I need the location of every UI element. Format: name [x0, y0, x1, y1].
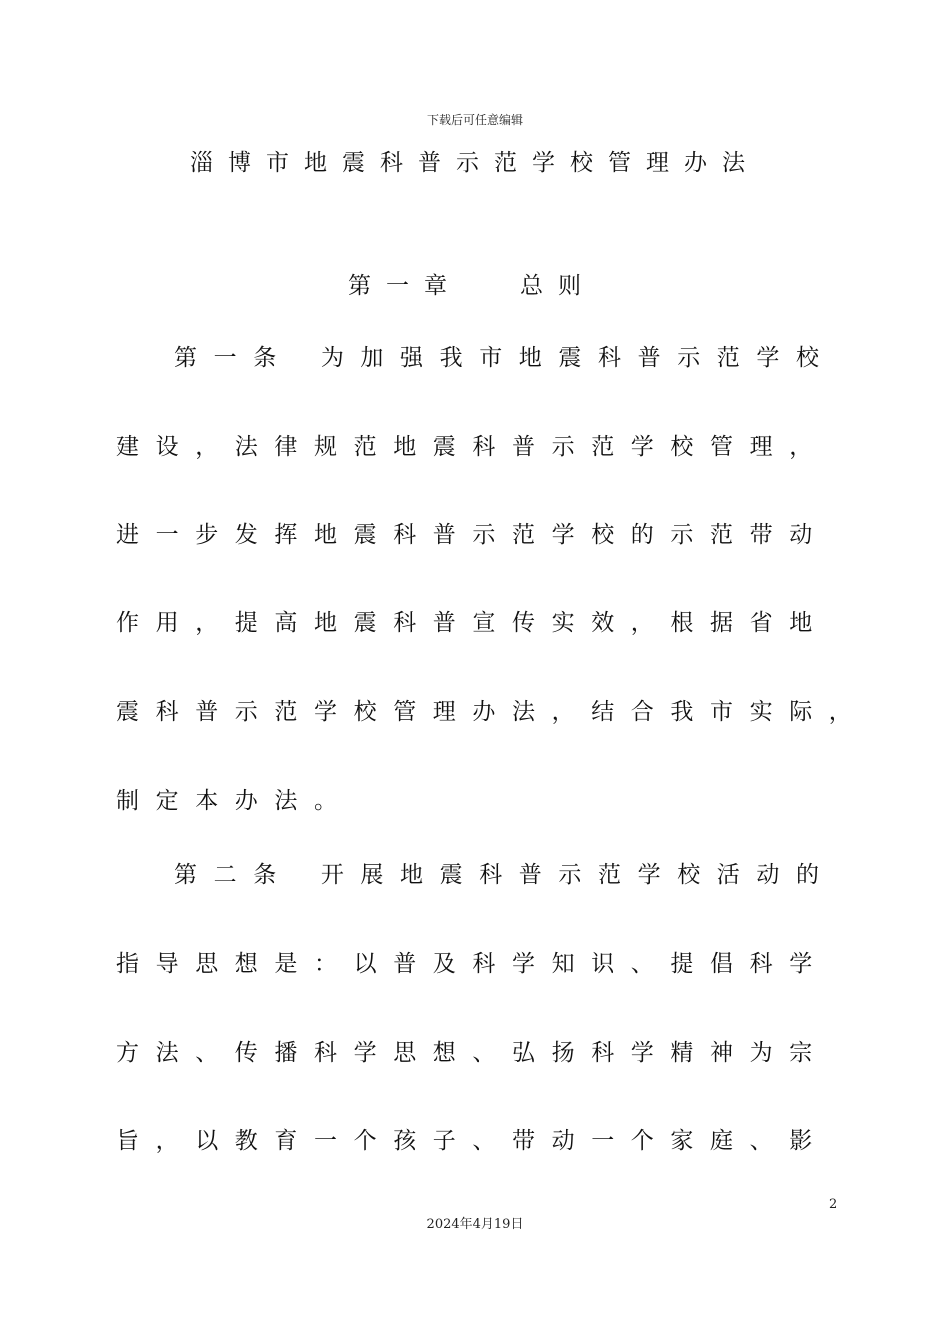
paragraph-line: 旨，以教育一个孩子、带动一个家庭、影 [116, 1128, 829, 1154]
document-title: 淄博市地震科普示范学校管理办法 [190, 150, 760, 176]
paragraph-line: 为加强我市地震科普示范学校 [320, 345, 836, 371]
paragraph-line: 震科普示范学校管理办法，结合我市实际， [116, 699, 869, 725]
header-note: 下载后可任意编辑 [426, 113, 523, 127]
paragraph-line: 指导思想是：以普及科学知识、提倡科学 [116, 951, 829, 977]
chapter-heading [348, 267, 596, 300]
article-1-label: 第一条 [174, 345, 293, 371]
paragraph-line: 开展地震科普示范学校活动的 [320, 862, 836, 888]
chapter-name: 总则 [520, 273, 596, 299]
paragraph-line: 制定本办法。 [116, 788, 354, 814]
article-2-label: 第二条 [174, 862, 293, 888]
page-number: 2 [829, 1197, 838, 1212]
chapter-number: 第一章 [348, 273, 462, 299]
footer-date: 2024年4月19日 [426, 1217, 524, 1232]
paragraph-line: 作用，提高地震科普宣传实效，根据省地 [116, 610, 829, 636]
paragraph-line: 建设，法律规范地震科普示范学校管理， [116, 434, 829, 460]
paragraph-line: 方法、传播科学思想、弘扬科学精神为宗 [116, 1040, 829, 1066]
paragraph-line: 进一步发挥地震科普示范学校的示范带动 [116, 522, 829, 548]
article-2-first-line [174, 860, 836, 890]
article-1-first-line [174, 343, 836, 373]
